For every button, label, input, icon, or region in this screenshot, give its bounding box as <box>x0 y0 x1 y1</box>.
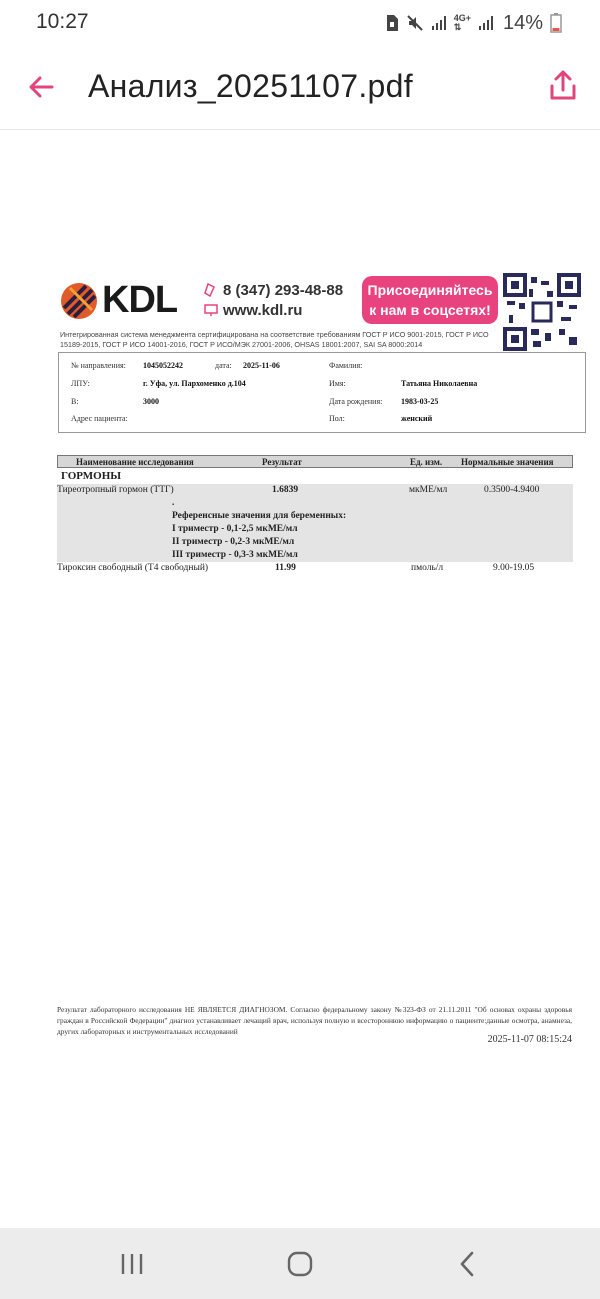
home-icon <box>285 1250 315 1278</box>
header-name: Наименование исследования <box>76 457 194 467</box>
referral-label: № направления: <box>71 361 126 370</box>
report-timestamp: 2025-11-07 08:15:24 <box>487 1034 572 1045</box>
data-arrows-icon: ⇅ <box>453 22 462 32</box>
website-row <box>204 300 354 320</box>
recent-apps-button[interactable] <box>117 1250 147 1278</box>
network-4g-icon <box>454 14 471 32</box>
status-time: 10:27 <box>36 10 89 33</box>
row-result: 1.6839 <box>272 485 299 495</box>
header-unit: Ед. изм. <box>410 457 443 467</box>
network-label: 4G+ <box>453 13 471 23</box>
contact-info <box>204 280 354 320</box>
battery-icon <box>550 13 562 33</box>
nav-back-button[interactable] <box>453 1250 483 1278</box>
disclaimer: Результат лабораторного исследования НЕ ЯВЛЯЕТСЯ ДИАГНОЗОМ. Согласно федеральному закону №323-ФЗ от 21.11.2011 "Об основах охраны здоровья граждан в Российской Федерации" диагноз устанавливает лечащий врач, используя полную и всестороннюю информацию о пациенте:данные осмотра, анамнеза, других лабораторных и инструментальных исследований <box>57 1005 572 1036</box>
status-bar <box>0 0 600 48</box>
reference-block <box>57 498 573 562</box>
results-table <box>57 455 573 576</box>
phone-row <box>204 280 354 300</box>
sex-value: женский <box>401 414 433 423</box>
system-nav-bar <box>0 1228 600 1299</box>
phone-icon <box>204 283 218 297</box>
table-header <box>57 455 573 468</box>
row-unit: пмоль/л <box>411 563 444 573</box>
header-normal: Нормальные значения <box>461 457 554 467</box>
reference-line2: II триместр - 0,2-3 мкМЕ/мл <box>172 537 295 547</box>
row-normal: 9.00-19.05 <box>493 563 535 573</box>
lpu-value: г. Уфа, ул. Пархоменко д.104 <box>143 379 246 388</box>
sex-label: Пол: <box>329 414 345 423</box>
monitor-icon <box>204 303 218 317</box>
mute-icon <box>406 14 424 32</box>
back-icon <box>453 1250 483 1278</box>
table-row <box>57 484 573 498</box>
reference-title: Референсные значения для беременных: <box>172 511 347 521</box>
website-url: www.kdl.ru <box>223 301 303 319</box>
surname-label: Фамилия: <box>329 361 363 370</box>
social-banner-line1: Присоединяйтесь <box>367 282 493 298</box>
qr-code-icon <box>503 273 581 351</box>
reference-dot: . <box>172 498 175 508</box>
recent-apps-icon <box>117 1250 147 1278</box>
battery-percent: 14% <box>502 11 543 34</box>
brand-name: KDL <box>102 279 178 321</box>
row-unit: мкМЕ/мл <box>409 485 448 495</box>
pdf-page[interactable] <box>0 130 600 1228</box>
reference-line3: III триместр - 0,3-3 мкМЕ/мл <box>172 550 298 560</box>
row-result: 11.99 <box>275 563 296 573</box>
phone-number: 8 (347) 293-48-88 <box>223 281 344 299</box>
dob-label: Дата рождения: <box>329 397 383 406</box>
patient-info-box <box>58 352 586 433</box>
address-label: Адрес пациента: <box>71 414 128 423</box>
table-row <box>57 562 573 576</box>
row-normal: 0.3500-4.9400 <box>484 485 540 495</box>
section-title: ГОРМОНЫ <box>61 470 122 482</box>
dob-value: 1983-03-25 <box>401 397 439 406</box>
lpu-label: ЛПУ: <box>71 379 90 388</box>
kdl-logo <box>60 279 188 321</box>
social-banner-line2: к нам в соцсетях! <box>369 302 491 318</box>
back-button[interactable] <box>24 70 58 104</box>
app-bar <box>0 48 600 130</box>
home-button[interactable] <box>285 1250 315 1278</box>
date-value: 2025-11-06 <box>243 361 280 370</box>
share-icon <box>546 68 580 104</box>
name-label: Имя: <box>329 379 346 388</box>
v-label: В: <box>71 397 79 406</box>
status-icons <box>385 12 562 34</box>
header-result: Результат <box>262 457 302 467</box>
social-banner <box>362 276 498 324</box>
reference-line1: I триместр - 0,1-2,5 мкМЕ/мл <box>172 524 298 534</box>
row-name: Тироксин свободный (Т4 свободный) <box>57 563 209 573</box>
signal-icon <box>478 15 494 31</box>
share-button[interactable] <box>546 68 580 104</box>
document-title: Анализ_20251107.pdf <box>88 68 413 104</box>
date-label: дата: <box>215 361 232 370</box>
kdl-logo-icon <box>60 282 98 320</box>
referral-value: 1045052242 <box>143 361 183 370</box>
back-arrow-icon <box>24 70 58 104</box>
signal-icon <box>431 15 447 31</box>
name-value: Татьяна Николаевна <box>401 379 478 388</box>
certification-text: Интегрированная система менеджмента сертифицирована на соответствие требованиям ГОСТ Р ИСО 9001-2015, ГОСТ Р ИСО 15189-2015, ГОСТ Р ИСО 14001-2016, ГОСТ Р ИСО/МЭК 27001-2006, OHSAS 18001:2007, SAI SA 8000:2014 <box>60 330 489 349</box>
row-name: Тиреотропный гормон (ТТГ) <box>57 485 174 495</box>
sim-icon <box>385 14 399 32</box>
v-value: 3000 <box>143 397 159 406</box>
